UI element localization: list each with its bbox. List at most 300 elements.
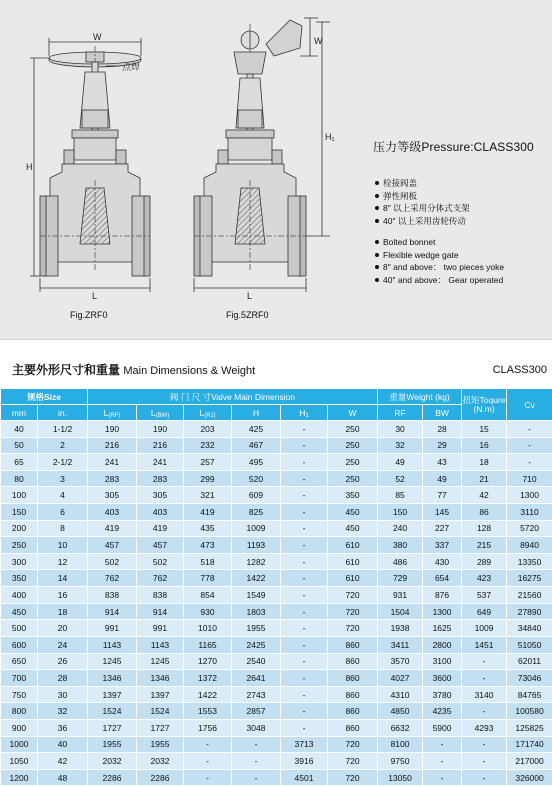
table-cell: 12: [38, 553, 88, 570]
table-cell: 1727: [88, 719, 137, 736]
table-cell: -: [281, 620, 328, 637]
table-cell: 1143: [137, 636, 184, 653]
table-cell: 3: [38, 470, 88, 487]
table-cell: 4027: [378, 670, 423, 687]
table-cell: 8: [38, 520, 88, 537]
table-cell: 380: [378, 537, 423, 554]
table-cell: 860: [328, 653, 378, 670]
table-cell: 1346: [137, 670, 184, 687]
valve-drawing-right: [194, 18, 330, 292]
table-cell: 305: [88, 487, 137, 504]
table-row: [1, 636, 552, 653]
header-valve-dimension: 阀 门 尺 寸Valve Main Dimension: [88, 389, 378, 405]
table-cell: 10: [38, 537, 88, 554]
table-cell: 609: [232, 487, 281, 504]
table-cell: 1955: [232, 620, 281, 637]
column-header: $L_{(RF)}$: [88, 405, 137, 421]
table-cell: 40: [38, 736, 88, 753]
table-cell: 1756: [184, 719, 232, 736]
table-cell: 3140: [462, 686, 507, 703]
table-cell: -: [281, 537, 328, 554]
table-cell: 762: [137, 570, 184, 587]
feature-item: Bolted bonnet: [375, 236, 504, 249]
table-cell: 3100: [423, 653, 462, 670]
figure-caption-left: Fig.ZRF0: [70, 310, 108, 320]
table-cell: 34840: [507, 620, 552, 637]
table-cell: 2857: [232, 703, 281, 720]
features-list-cn: [375, 177, 470, 227]
table-cell: 42: [38, 753, 88, 770]
table-cell: 52: [378, 470, 423, 487]
table-cell: 32: [378, 437, 423, 454]
table-cell: 1300: [423, 603, 462, 620]
table-cell: 854: [184, 587, 232, 604]
table-cell: 190: [137, 421, 184, 438]
table-row: [1, 470, 552, 487]
table-cell: 1010: [184, 620, 232, 637]
table-row: [1, 487, 552, 504]
table-cell: 5720: [507, 520, 552, 537]
table-row: [1, 570, 552, 587]
table-cell: 710: [507, 470, 552, 487]
table-cell: 720: [328, 769, 378, 786]
table-row: [1, 653, 552, 670]
table-cell: 419: [137, 520, 184, 537]
table-cell: 1270: [184, 653, 232, 670]
column-header: mm: [1, 405, 38, 421]
table-cell: 419: [184, 504, 232, 521]
table-cell: 1193: [232, 537, 281, 554]
table-cell: 838: [137, 587, 184, 604]
table-cell: 3570: [378, 653, 423, 670]
header-weight: 重量Weight (kg): [378, 389, 462, 405]
table-cell: 350: [1, 570, 38, 587]
table-cell: -: [462, 670, 507, 687]
table-row: [1, 686, 552, 703]
table-cell: 720: [328, 587, 378, 604]
table-cell: 1397: [137, 686, 184, 703]
table-cell: 778: [184, 570, 232, 587]
table-cell: 860: [328, 686, 378, 703]
table-cell: 145: [423, 504, 462, 521]
column-header: W: [328, 405, 378, 421]
table-cell: -: [423, 753, 462, 770]
table-cell: 1346: [88, 670, 137, 687]
table-cell: 150: [378, 504, 423, 521]
table-row: [1, 736, 552, 753]
table-row: [1, 454, 552, 471]
column-header: $L_{(BW)}$: [137, 405, 184, 421]
table-cell: -: [281, 686, 328, 703]
table-cell: 250: [328, 454, 378, 471]
table-cell: 1-1/2: [38, 421, 88, 438]
table-cell: 1200: [1, 769, 38, 786]
table-cell: 26: [38, 653, 88, 670]
table-row: [1, 537, 552, 554]
table-cell: 4501: [281, 769, 328, 786]
table-cell: 216: [137, 437, 184, 454]
feature-item: 8″ 以上采用分体式支架: [375, 202, 470, 215]
table-cell: 250: [328, 437, 378, 454]
section-title: [12, 361, 255, 378]
table-cell: 3713: [281, 736, 328, 753]
column-header: H: [232, 405, 281, 421]
table-cell: 50: [1, 437, 38, 454]
table-row: [1, 603, 552, 620]
table-cell: -: [507, 421, 552, 438]
table-cell: 1143: [88, 636, 137, 653]
table-cell: 1451: [462, 636, 507, 653]
dim-h-left: H: [26, 162, 33, 172]
table-row: [1, 703, 552, 720]
table-cell: 3600: [423, 670, 462, 687]
table-cell: 337: [423, 537, 462, 554]
table-cell: 21: [462, 470, 507, 487]
table-cell: 62011: [507, 653, 552, 670]
table-cell: -: [507, 454, 552, 471]
table-cell: 1009: [232, 520, 281, 537]
table-cell: -: [281, 603, 328, 620]
table-cell: 876: [423, 587, 462, 604]
table-row: [1, 421, 552, 438]
table-cell: 1000: [1, 736, 38, 753]
table-cell: 257: [184, 454, 232, 471]
table-cell: 15: [462, 421, 507, 438]
table-cell: 654: [423, 570, 462, 587]
table-cell: 14: [38, 570, 88, 587]
table-cell: 610: [328, 553, 378, 570]
table-cell: 3916: [281, 753, 328, 770]
table-cell: -: [232, 736, 281, 753]
column-header: BW: [423, 405, 462, 421]
feature-item: 8″ and above： two pieces yoke: [375, 261, 504, 274]
table-cell: 2425: [232, 636, 281, 653]
table-cell: 100580: [507, 703, 552, 720]
table-cell: -: [462, 753, 507, 770]
table-cell: -: [281, 553, 328, 570]
table-cell: 435: [184, 520, 232, 537]
table-cell: -: [281, 587, 328, 604]
table-cell: 4310: [378, 686, 423, 703]
table-cell: 18: [38, 603, 88, 620]
table-cell: 42: [462, 487, 507, 504]
table-cell: 300: [1, 553, 38, 570]
table-cell: 171740: [507, 736, 552, 753]
valve-drawings: [0, 0, 552, 340]
table-cell: 750: [1, 686, 38, 703]
table-cell: 13350: [507, 553, 552, 570]
table-body: [1, 421, 552, 786]
table-cell: 486: [378, 553, 423, 570]
table-cell: 6632: [378, 719, 423, 736]
table-cell: 537: [462, 587, 507, 604]
table-cell: 430: [423, 553, 462, 570]
table-cell: 51050: [507, 636, 552, 653]
table-cell: 931: [378, 587, 423, 604]
dim-h1-right: H₁: [325, 132, 335, 142]
table-cell: 1955: [88, 736, 137, 753]
table-cell: -: [232, 769, 281, 786]
table-cell: -: [281, 520, 328, 537]
table-cell: 27890: [507, 603, 552, 620]
class-label: CLASS300: [492, 364, 547, 376]
table-cell: 403: [137, 504, 184, 521]
table-cell: 18: [462, 454, 507, 471]
table-cell: 32: [38, 703, 88, 720]
table-cell: 80: [1, 470, 38, 487]
table-cell: 1504: [378, 603, 423, 620]
table-cell: 28: [423, 421, 462, 438]
table-cell: 2540: [232, 653, 281, 670]
table-cell: 20: [38, 620, 88, 637]
section-title-en: Main Dimensions & Weight: [123, 365, 256, 377]
table-cell: 2032: [88, 753, 137, 770]
table-cell: -: [507, 437, 552, 454]
table-row: [1, 753, 552, 770]
table-cell: 49: [378, 454, 423, 471]
table-cell: -: [184, 753, 232, 770]
table-cell: 4850: [378, 703, 423, 720]
table-cell: 9750: [378, 753, 423, 770]
table-cell: 2: [38, 437, 88, 454]
table-cell: 1050: [1, 753, 38, 770]
table-cell: 1938: [378, 620, 423, 637]
weld-point-label: 点焊: [122, 62, 141, 72]
table-cell: -: [281, 670, 328, 687]
table-cell: 419: [88, 520, 137, 537]
table-cell: 3110: [507, 504, 552, 521]
table-cell: 930: [184, 603, 232, 620]
table-cell: 150: [1, 504, 38, 521]
table-cell: -: [462, 769, 507, 786]
table-cell: 1803: [232, 603, 281, 620]
table-cell: 30: [378, 421, 423, 438]
table-cell: 1524: [137, 703, 184, 720]
table-cell: 1553: [184, 703, 232, 720]
header-cv: Cv: [507, 389, 552, 421]
table-cell: 43: [423, 454, 462, 471]
table-cell: 1165: [184, 636, 232, 653]
table-cell: 650: [1, 653, 38, 670]
table-cell: 2743: [232, 686, 281, 703]
table-cell: 3780: [423, 686, 462, 703]
table-cell: 2286: [137, 769, 184, 786]
header-size: 规格Size: [1, 389, 88, 405]
table-cell: 2641: [232, 670, 281, 687]
table-cell: 1372: [184, 670, 232, 687]
dim-w-right: W: [314, 36, 323, 46]
feature-item: Flexible wedge gate: [375, 249, 504, 262]
table-cell: 250: [328, 470, 378, 487]
table-row: [1, 670, 552, 687]
table-cell: 860: [328, 703, 378, 720]
table-cell: 1524: [88, 703, 137, 720]
table-cell: -: [281, 719, 328, 736]
table-row: [1, 504, 552, 521]
table-cell: 991: [137, 620, 184, 637]
table-cell: 190: [88, 421, 137, 438]
valve-drawing-left: [30, 38, 150, 292]
table-cell: 825: [232, 504, 281, 521]
table-cell: 502: [137, 553, 184, 570]
table-cell: 250: [1, 537, 38, 554]
table-cell: 227: [423, 520, 462, 537]
table-cell: 232: [184, 437, 232, 454]
table-cell: 29: [423, 437, 462, 454]
table-cell: -: [232, 753, 281, 770]
table-cell: 1009: [462, 620, 507, 637]
table-cell: 400: [1, 587, 38, 604]
table-cell: 6: [38, 504, 88, 521]
table-cell: -: [281, 487, 328, 504]
table-cell: -: [281, 653, 328, 670]
table-cell: 84765: [507, 686, 552, 703]
table-cell: 283: [88, 470, 137, 487]
header-torque: 扭矩Toqure (N.m): [462, 389, 507, 421]
table-cell: 216: [88, 437, 137, 454]
table-cell: 125825: [507, 719, 552, 736]
feature-item: 弹性闸板: [375, 190, 470, 203]
table-cell: 350: [328, 487, 378, 504]
table-cell: 1727: [137, 719, 184, 736]
table-cell: -: [281, 504, 328, 521]
table-cell: 240: [378, 520, 423, 537]
table-cell: 8100: [378, 736, 423, 753]
table-cell: 8940: [507, 537, 552, 554]
table-cell: 241: [88, 454, 137, 471]
table-cell: 457: [137, 537, 184, 554]
table-cell: 1245: [137, 653, 184, 670]
table-cell: 4: [38, 487, 88, 504]
table-cell: 49: [423, 470, 462, 487]
feature-item: 栓接阀盖: [375, 177, 470, 190]
column-header: $H_1$: [281, 405, 328, 421]
table-cell: 215: [462, 537, 507, 554]
table-cell: -: [423, 769, 462, 786]
table-cell: 900: [1, 719, 38, 736]
table-cell: 289: [462, 553, 507, 570]
column-header: $L_{(RJ)}$: [184, 405, 232, 421]
table-cell: 425: [232, 421, 281, 438]
dim-w-left: W: [93, 32, 102, 42]
table-cell: 1245: [88, 653, 137, 670]
table-cell: 450: [328, 504, 378, 521]
dim-l-right: L: [247, 291, 253, 301]
table-cell: 36: [38, 719, 88, 736]
table-cell: 200: [1, 520, 38, 537]
table-cell: 860: [328, 636, 378, 653]
table-cell: -: [184, 769, 232, 786]
table-cell: 649: [462, 603, 507, 620]
table-cell: -: [281, 636, 328, 653]
table-cell: 518: [184, 553, 232, 570]
table-cell: 610: [328, 570, 378, 587]
table-cell: 838: [88, 587, 137, 604]
table-cell: -: [281, 703, 328, 720]
table-cell: -: [462, 653, 507, 670]
table-cell: 2800: [423, 636, 462, 653]
table-cell: 128: [462, 520, 507, 537]
table-cell: -: [281, 470, 328, 487]
table-cell: 24: [38, 636, 88, 653]
table-cell: -: [281, 454, 328, 471]
table-row: [1, 587, 552, 604]
table-cell: 30: [38, 686, 88, 703]
table-cell: 914: [88, 603, 137, 620]
table-row: [1, 719, 552, 736]
table-cell: 203: [184, 421, 232, 438]
table-cell: -: [281, 570, 328, 587]
feature-item: 40″ 以上采用齿轮传动: [375, 215, 470, 228]
table-cell: 40: [1, 421, 38, 438]
table-cell: 1422: [184, 686, 232, 703]
table-cell: 495: [232, 454, 281, 471]
table-cell: 3048: [232, 719, 281, 736]
table-cell: 423: [462, 570, 507, 587]
table-cell: 86: [462, 504, 507, 521]
table-cell: 1625: [423, 620, 462, 637]
table-cell: 4235: [423, 703, 462, 720]
table-cell: 1397: [88, 686, 137, 703]
table-cell: 13050: [378, 769, 423, 786]
table-cell: -: [423, 736, 462, 753]
table-cell: 2032: [137, 753, 184, 770]
features-list-en: [375, 236, 504, 286]
table-cell: 217000: [507, 753, 552, 770]
table-cell: 502: [88, 553, 137, 570]
table-cell: 1300: [507, 487, 552, 504]
table-cell: 65: [1, 454, 38, 471]
table-cell: 1282: [232, 553, 281, 570]
table-cell: 305: [137, 487, 184, 504]
table-cell: 457: [88, 537, 137, 554]
figure-panel: [0, 0, 552, 340]
table-cell: 28: [38, 670, 88, 687]
table-cell: 1955: [137, 736, 184, 753]
table-cell: 100: [1, 487, 38, 504]
section-title-cn: 主要外形尺寸和重量: [12, 363, 121, 377]
table-cell: -: [281, 437, 328, 454]
column-header: RF: [378, 405, 423, 421]
table-cell: 326000: [507, 769, 552, 786]
table-cell: 450: [328, 520, 378, 537]
table-cell: 914: [137, 603, 184, 620]
table-cell: 800: [1, 703, 38, 720]
table-cell: 16: [38, 587, 88, 604]
table-row: [1, 437, 552, 454]
table-cell: -: [281, 421, 328, 438]
table-cell: 4293: [462, 719, 507, 736]
table-cell: 2-1/2: [38, 454, 88, 471]
table-cell: -: [462, 736, 507, 753]
table-cell: 5900: [423, 719, 462, 736]
table-cell: 720: [328, 753, 378, 770]
table-cell: 403: [88, 504, 137, 521]
table-cell: 3411: [378, 636, 423, 653]
table-row: [1, 620, 552, 637]
table-cell: 21560: [507, 587, 552, 604]
table-cell: 77: [423, 487, 462, 504]
table-cell: 299: [184, 470, 232, 487]
table-cell: 762: [88, 570, 137, 587]
table-cell: 860: [328, 719, 378, 736]
table-cell: 729: [378, 570, 423, 587]
table-cell: 1422: [232, 570, 281, 587]
dimensions-table: [0, 388, 552, 786]
table-cell: 321: [184, 487, 232, 504]
table-cell: 500: [1, 620, 38, 637]
table-cell: 241: [137, 454, 184, 471]
